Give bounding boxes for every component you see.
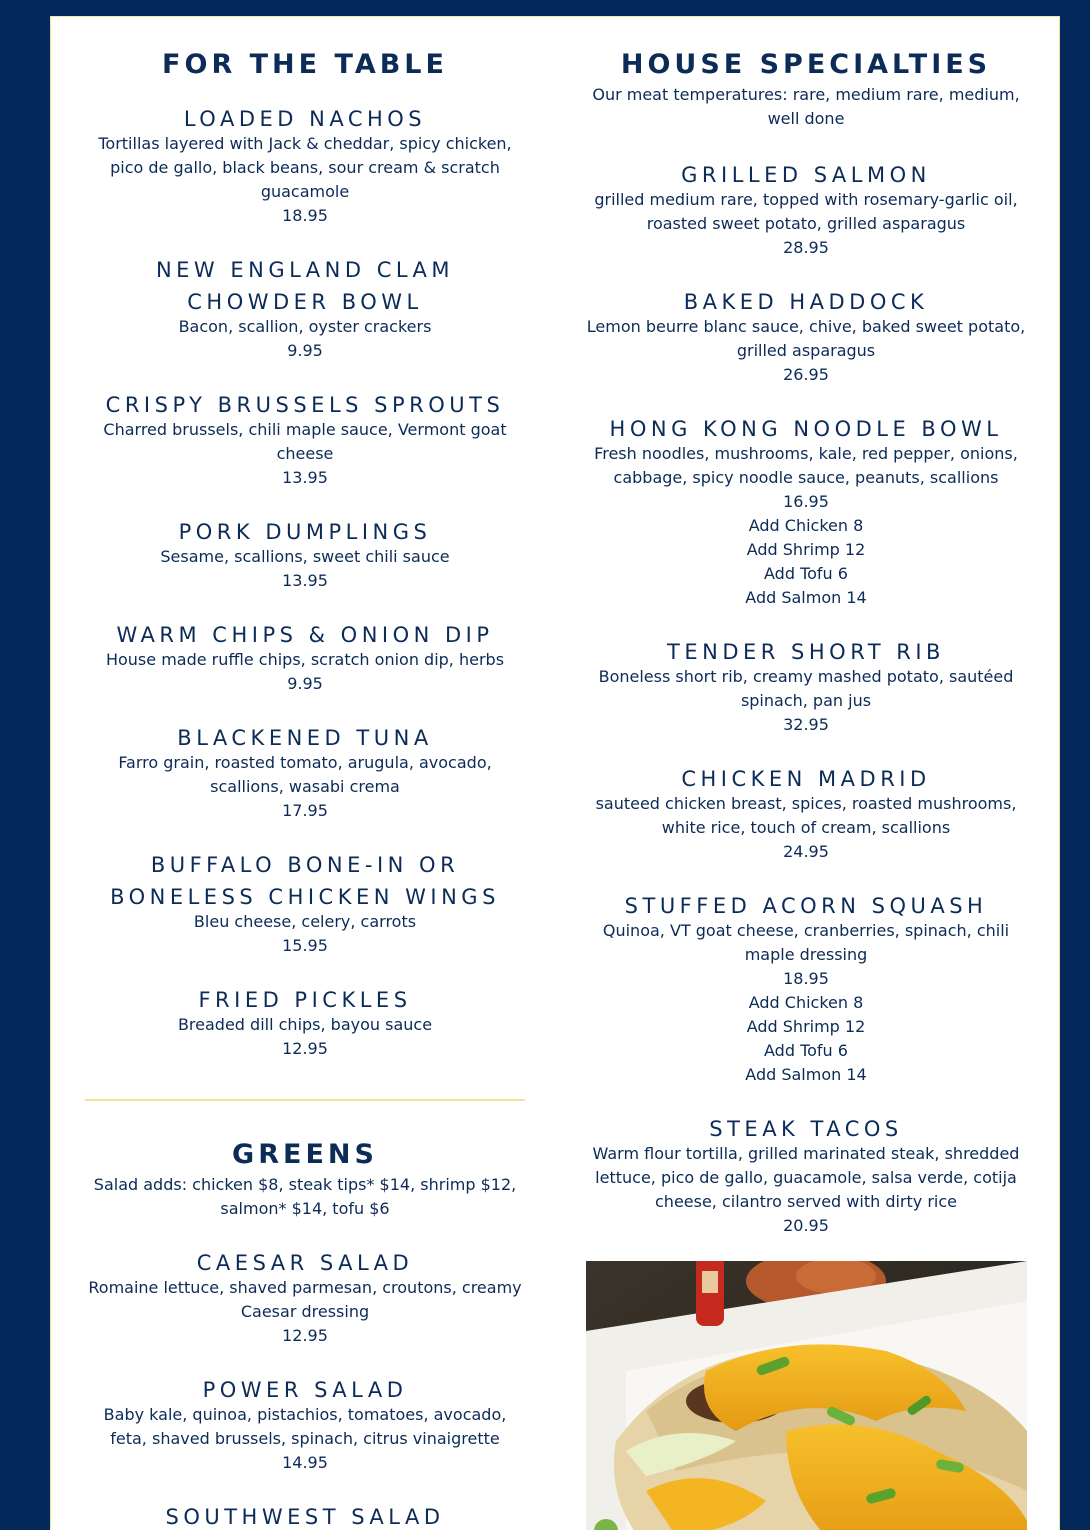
menu-page bbox=[50, 16, 1060, 1530]
menu-item bbox=[85, 1247, 525, 1348]
item-price: 15.95 bbox=[282, 936, 328, 955]
menu-item bbox=[585, 1113, 1027, 1238]
section-title-greens: GREENS bbox=[232, 1139, 378, 1170]
item-description: Romaine lettuce, shaved parmesan, croutons, creamy Caesar dressing bbox=[88, 1278, 522, 1321]
section-title-for-the-table: FOR THE TABLE bbox=[162, 49, 448, 80]
item-add-on: Add Shrimp 12 bbox=[746, 1017, 866, 1036]
item-description: Boneless short rib, creamy mashed potato, sautéed spinach, pan jus bbox=[598, 667, 1014, 710]
item-price: 24.95 bbox=[783, 842, 829, 861]
menu-item bbox=[585, 763, 1027, 864]
menu-item bbox=[85, 619, 525, 696]
right-column bbox=[585, 17, 1027, 1238]
item-add-on: Add Shrimp 12 bbox=[746, 540, 866, 559]
menu-item bbox=[85, 1501, 525, 1530]
item-name: POWER SALAD bbox=[202, 1378, 408, 1402]
item-price: 12.95 bbox=[282, 1039, 328, 1058]
menu-item bbox=[85, 1374, 525, 1475]
menu-item bbox=[85, 849, 525, 958]
section-title-house-specialties: HOUSE SPECIALTIES bbox=[620, 49, 992, 80]
item-name: NEW ENGLAND CLAM CHOWDER BOWL bbox=[155, 258, 455, 314]
item-name: GRILLED SALMON bbox=[681, 163, 931, 187]
item-price: 9.95 bbox=[287, 341, 323, 360]
item-description: grilled medium rare, topped with rosemary-garlic oil, roasted sweet potato, grilled asparagus bbox=[594, 190, 1018, 233]
menu-item bbox=[585, 413, 1027, 610]
menu-item bbox=[585, 286, 1027, 387]
item-name: LOADED NACHOS bbox=[183, 107, 427, 131]
item-price: 32.95 bbox=[783, 715, 829, 734]
item-description: Baby kale, quinoa, pistachios, tomatoes, avocado, feta, shaved brussels, spinach, citrus vinaigrette bbox=[103, 1405, 507, 1448]
item-name: STUFFED ACORN SQUASH bbox=[624, 894, 988, 918]
item-add-on: Add Salmon 14 bbox=[745, 588, 867, 607]
tacos-illustration bbox=[586, 1261, 1027, 1530]
item-name: PORK DUMPLINGS bbox=[178, 520, 432, 544]
item-description: Farro grain, roasted tomato, arugula, avocado, scallions, wasabi crema bbox=[118, 753, 492, 796]
item-description: Tortillas layered with Jack & cheddar, spicy chicken, pico de gallo, black beans, sour cream & scratch guacamole bbox=[98, 134, 512, 201]
item-name: CRISPY BRUSSELS SPROUTS bbox=[105, 393, 505, 417]
item-add-on: Add Chicken 8 bbox=[748, 993, 864, 1012]
item-price: 20.95 bbox=[783, 1216, 829, 1235]
item-description: Lemon beurre blanc sauce, chive, baked sweet potato, grilled asparagus bbox=[586, 317, 1026, 360]
menu-item bbox=[85, 722, 525, 823]
left-column bbox=[85, 17, 525, 1530]
item-name: BLACKENED TUNA bbox=[177, 726, 433, 750]
section-divider bbox=[85, 1099, 525, 1101]
item-description: Bleu cheese, celery, carrots bbox=[193, 912, 417, 931]
item-name: CHICKEN MADRID bbox=[681, 767, 931, 791]
menu-item bbox=[85, 389, 525, 490]
item-name: SOUTHWEST SALAD bbox=[165, 1505, 445, 1529]
item-description: sauteed chicken breast, spices, roasted mushrooms, white rice, touch of cream, scallions bbox=[595, 794, 1017, 837]
item-add-on: Add Tofu 6 bbox=[764, 564, 848, 583]
menu-item bbox=[85, 103, 525, 228]
item-price: 14.95 bbox=[282, 1453, 328, 1472]
item-description: House made ruffle chips, scratch onion dip, herbs bbox=[105, 650, 505, 669]
item-add-on: Add Salmon 14 bbox=[745, 1065, 867, 1084]
item-description: Bacon, scallion, oyster crackers bbox=[178, 317, 432, 336]
item-price: 13.95 bbox=[282, 468, 328, 487]
item-price: 26.95 bbox=[783, 365, 829, 384]
item-description: Sesame, scallions, sweet chili sauce bbox=[160, 547, 450, 566]
item-price: 12.95 bbox=[282, 1326, 328, 1345]
tacos-photo bbox=[586, 1261, 1027, 1530]
item-price: 18.95 bbox=[282, 206, 328, 225]
menu-item bbox=[585, 636, 1027, 737]
item-name: FRIED PICKLES bbox=[198, 988, 412, 1012]
item-price: 18.95 bbox=[783, 969, 829, 988]
item-add-on: Add Tofu 6 bbox=[764, 1041, 848, 1060]
menu-item bbox=[85, 516, 525, 593]
item-price: 16.95 bbox=[783, 492, 829, 511]
item-description: Fresh noodles, mushrooms, kale, red pepper, onions, cabbage, spicy noodle sauce, peanuts, scallions bbox=[594, 444, 1018, 487]
item-price: 9.95 bbox=[287, 674, 323, 693]
salad-adds-note: Salad adds: chicken $8, steak tips* $14, shrimp $12, salmon* $14, tofu $6 bbox=[93, 1175, 517, 1218]
item-name: BAKED HADDOCK bbox=[683, 290, 929, 314]
menu-item bbox=[85, 984, 525, 1061]
item-description: Quinoa, VT goat cheese, cranberries, spinach, chili maple dressing bbox=[602, 921, 1010, 964]
menu-item bbox=[585, 159, 1027, 260]
item-name: STEAK TACOS bbox=[709, 1117, 903, 1141]
meat-temperatures-note: Our meat temperatures: rare, medium rare, medium, well done bbox=[592, 85, 1020, 128]
menu-item bbox=[585, 890, 1027, 1087]
item-name: WARM CHIPS & ONION DIP bbox=[116, 623, 494, 647]
item-description: Charred brussels, chili maple sauce, Vermont goat cheese bbox=[103, 420, 507, 463]
menu-item bbox=[85, 254, 525, 363]
item-name: TENDER SHORT RIB bbox=[667, 640, 945, 664]
item-add-on: Add Chicken 8 bbox=[748, 516, 864, 535]
item-price: 13.95 bbox=[282, 571, 328, 590]
item-description: Breaded dill chips, bayou sauce bbox=[177, 1015, 433, 1034]
item-name: BUFFALO BONE-IN OR BONELESS CHICKEN WINGS bbox=[110, 853, 500, 909]
item-price: 17.95 bbox=[282, 801, 328, 820]
item-price: 28.95 bbox=[783, 238, 829, 257]
item-name: CAESAR SALAD bbox=[196, 1251, 414, 1275]
item-name: HONG KONG NOODLE BOWL bbox=[609, 417, 1003, 441]
item-description: Warm flour tortilla, grilled marinated steak, shredded lettuce, pico de gallo, guacamole, salsa verde, cotija cheese, cilantro served with dirty rice bbox=[592, 1144, 1020, 1211]
